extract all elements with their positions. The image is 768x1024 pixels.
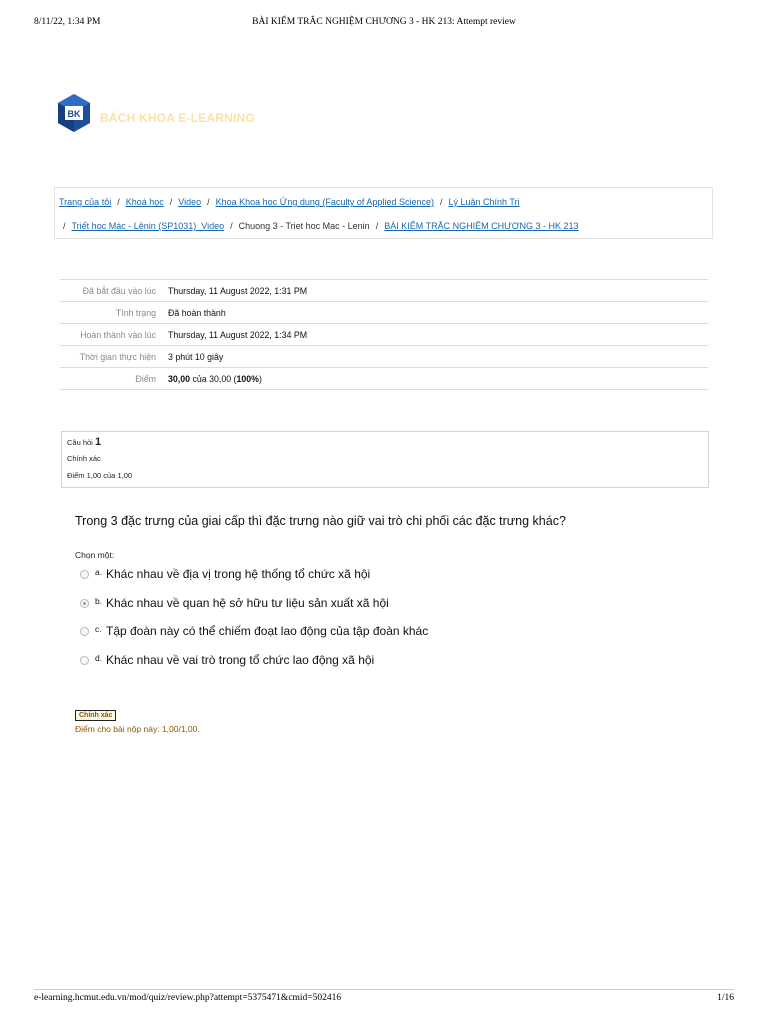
question-number-value: 1 [94, 436, 102, 448]
radio-c[interactable] [80, 627, 89, 636]
summary-row-completed [60, 324, 708, 346]
completed-value: Thursday, 11 August 2022, 1:34 PM [164, 324, 708, 346]
breadcrumb-section: Chuong 3 - Triet hoc Mac - Lenin [238, 221, 370, 231]
attempt-summary-table [60, 279, 708, 390]
breadcrumb-separator: / [207, 197, 210, 207]
breadcrumb-video[interactable]: Video [178, 197, 202, 207]
started-label: Đã bắt đầu vào lúc [60, 280, 164, 302]
breadcrumb-my-courses[interactable]: Trang của tôi [59, 197, 112, 207]
answer-letter: b. [95, 596, 103, 606]
print-title: BÀI KIỂM TRẮC NGHIỆM CHƯƠNG 3 - HK 213: Attempt review [252, 17, 516, 27]
question-info [61, 431, 709, 488]
completed-label: Hoàn thành vào lúc [60, 324, 164, 346]
answer-letter: d. [95, 653, 103, 663]
bk-logo-icon [55, 93, 93, 133]
radio-d[interactable] [80, 656, 89, 665]
time-label: Thời gian thực hiện [60, 346, 164, 368]
summary-row-time [60, 346, 708, 368]
site-name[interactable]: BÁCH KHOA E-LEARNING [100, 111, 255, 125]
footer-divider [34, 989, 734, 990]
breadcrumb-row-1 [59, 197, 708, 207]
question-mark: Điểm 1,00 của 1,00 [67, 471, 133, 480]
grade-of: của 30,00 ( [192, 374, 237, 384]
breadcrumb-row-2 [63, 221, 708, 231]
print-header [34, 17, 734, 31]
breadcrumb-separator: / [439, 197, 443, 207]
print-url: e-learning.hcmut.edu.vn/mod/quiz/review.php?attempt=5375471&cmid=502416 [34, 993, 342, 1003]
breadcrumb-separator: / [63, 221, 66, 231]
grade-label: Điểm [60, 368, 164, 390]
print-page-number: 1/16 [717, 993, 734, 1003]
answer-text: Tập đoàn này có thể chiếm đoạt lao động của tập đoàn khác [106, 624, 429, 638]
outcome-note: Điểm cho bài nộp này: 1,00/1,00. [75, 724, 200, 734]
grade-score: 30,00 [168, 374, 191, 384]
radio-a[interactable] [80, 570, 89, 579]
grade-percent: 100% [236, 374, 259, 384]
logo-text: BK [67, 109, 81, 119]
summary-row-started [60, 280, 708, 302]
state-value: Đã hoàn thành [164, 302, 708, 324]
grade-close: ) [258, 374, 262, 384]
print-footer [34, 993, 734, 1007]
grade-value [164, 368, 708, 390]
answer-text: Khác nhau về quan hệ sở hữu tư liệu sản xuất xã hội [106, 596, 389, 610]
answer-letter: c. [95, 624, 102, 634]
print-datetime: 8/11/22, 1:34 PM [34, 17, 101, 27]
breadcrumb-department[interactable]: Lý Luận Chính Trị [448, 197, 520, 207]
breadcrumb-courses[interactable]: Khoá học [125, 197, 164, 207]
question-label: Câu hỏi [67, 438, 93, 447]
breadcrumb-separator: / [169, 197, 173, 207]
question-number [67, 436, 101, 448]
question-text: Trong 3 đặc trưng của giai cấp thì đặc trưng nào giữ vai trò chi phối các đặc trưng khác? [75, 514, 566, 528]
breadcrumb-faculty[interactable]: Khoa Khoa học Ứng dụng (Faculty of Applied Science) [215, 197, 434, 207]
answer-prompt: Chọn một: [75, 550, 115, 560]
breadcrumb-separator: / [375, 221, 379, 231]
state-label: Tình trạng [60, 302, 164, 324]
question-state: Chính xác [67, 454, 101, 463]
summary-row-state [60, 302, 708, 324]
summary-row-grade [60, 368, 708, 390]
radio-b[interactable] [80, 599, 89, 608]
outcome-badge: Chính xác [75, 710, 116, 721]
started-value: Thursday, 11 August 2022, 1:31 PM [164, 280, 708, 302]
answer-text: Khác nhau về vai trò trong tổ chức lao động xã hội [106, 653, 375, 667]
time-value: 3 phút 10 giây [164, 346, 708, 368]
breadcrumb-separator: / [230, 221, 233, 231]
breadcrumb-quiz[interactable]: BÀI KIỂM TRẮC NGHIỆM CHƯƠNG 3 - HK 213 [384, 221, 579, 231]
breadcrumb-separator: / [117, 197, 120, 207]
breadcrumb [54, 187, 713, 239]
breadcrumb-course[interactable]: Triết học Mác - Lênin (SP1031)_Video [71, 221, 225, 231]
answer-text: Khác nhau về địa vị trong hệ thống tổ chức xã hội [106, 567, 371, 581]
answer-letter: a. [95, 567, 103, 577]
